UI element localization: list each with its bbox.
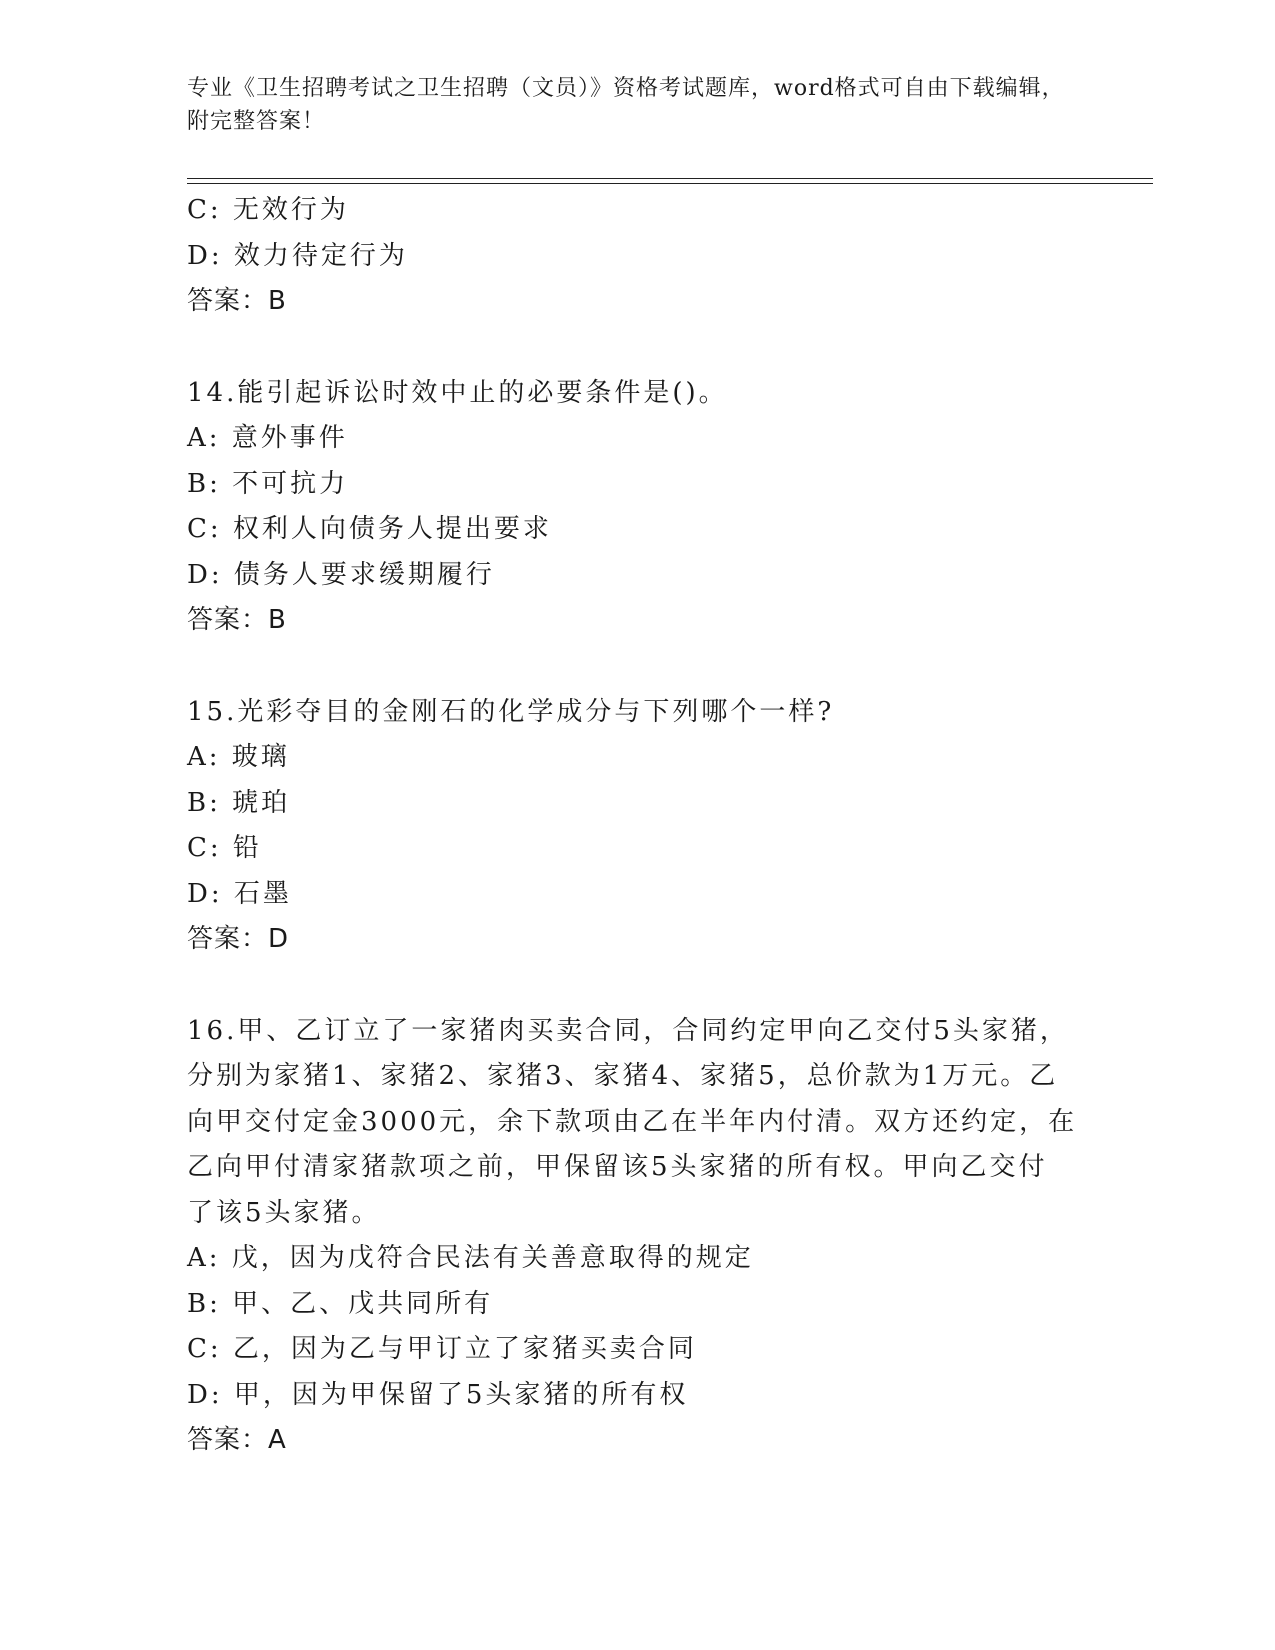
- question-stem-line: 乙向甲付清家猪款项之前，甲保留该5头家猪的所有权。甲向乙交付: [187, 1152, 1048, 1182]
- answer: 答案：B: [187, 605, 287, 635]
- header-rule-top: [187, 178, 1153, 179]
- option-c: C: 乙，因为乙与甲订立了家猪买卖合同: [187, 1334, 697, 1364]
- option-c: C: 铅: [187, 833, 262, 863]
- question-gap: [187, 963, 1087, 1009]
- option-d: D: 石墨: [187, 878, 292, 909]
- question-14: [187, 371, 1087, 644]
- option-d: D: 债务人要求缓期履行: [187, 559, 495, 590]
- question-stem-line: 16.甲、乙订立了一家猪肉买卖合同，合同约定甲向乙交付5头家猪，: [187, 1015, 1069, 1046]
- option-d: D: 效力待定行为: [187, 240, 408, 271]
- question-13-continued: [187, 188, 1087, 325]
- option-b: B: 甲、乙、戊共同所有: [187, 1288, 494, 1319]
- header-text: 专业《卫生招聘考试之卫生招聘（文员）》资格考试题库，word格式可自由下载编辑，附完整答案！: [187, 76, 1065, 134]
- question-stem-line: 分别为家猪1、家猪2、家猪3、家猪4、家猪5，总价款为1万元。乙: [187, 1061, 1059, 1091]
- header-rule-bottom: [187, 183, 1153, 184]
- question-list: [187, 188, 1087, 1464]
- question-15: [187, 690, 1087, 963]
- option-b: B: 琥珀: [187, 787, 291, 818]
- option-c: C: 权利人向债务人提出要求: [187, 514, 552, 544]
- option-a: A: 戊，因为戊符合民法有关善意取得的规定: [187, 1243, 754, 1273]
- question-stem: 14.能引起诉讼时效中止的必要条件是()。: [187, 377, 728, 408]
- answer: 答案：D: [187, 924, 290, 954]
- question-stem-line: 向甲交付定金3000元，余下款项由乙在半年内付清。双方还约定，在: [187, 1106, 1078, 1137]
- option-b: B: 不可抗力: [187, 468, 349, 499]
- option-a: A: 玻璃: [187, 742, 290, 772]
- option-a: A: 意外事件: [187, 423, 348, 453]
- answer: 答案：A: [187, 1425, 287, 1455]
- option-d: D: 甲，因为甲保留了5头家猪的所有权: [187, 1379, 689, 1410]
- option-c: C: 无效行为: [187, 195, 349, 225]
- question-stem-line: 了该5头家猪。: [187, 1197, 381, 1228]
- question-gap: [187, 644, 1087, 690]
- document-header: [187, 72, 1087, 138]
- question-stem: 15.光彩夺目的金刚石的化学成分与下列哪个一样?: [187, 696, 835, 727]
- question-16: [187, 1009, 1087, 1464]
- question-gap: [187, 325, 1087, 371]
- answer: 答案：B: [187, 286, 287, 316]
